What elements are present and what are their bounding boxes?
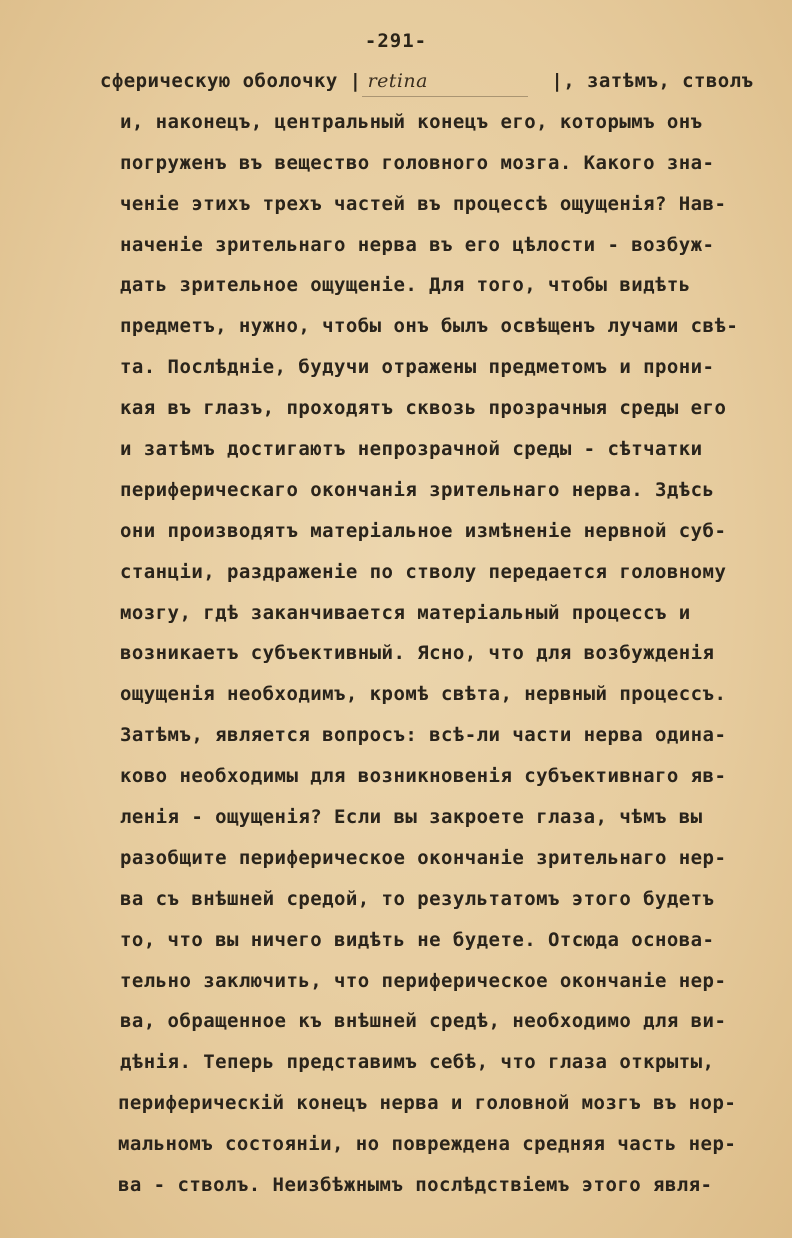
text-line: и затѣмъ достигаютъ непрозрачной среды - сѣтчатки: [120, 438, 703, 461]
text-line: мозгу, гдѣ заканчивается матеріальный процессъ и: [120, 601, 691, 624]
body-text: [100, 66, 780, 1211]
text-line: предметъ, нужно, чтобы онъ былъ освѣщенъ лучами свѣ-: [120, 315, 739, 338]
text-line: ченіе этихъ трехъ частей въ процессѣ ощущенія? Нав-: [120, 192, 727, 215]
text-line: то, что вы ничего видѣть не будете. Отсюда основа-: [120, 928, 715, 951]
text-line: дать зрительное ощущеніе. Для того, чтобы видѣть: [120, 274, 691, 297]
text-line-part: сферическую оболочку |: [100, 70, 362, 92]
text-line: та. Послѣдніе, будучи отражены предметомъ и прони-: [120, 356, 715, 379]
text-line: возникаетъ субъективный. Ясно, что для возбужденія: [120, 642, 715, 665]
text-line: ленія - ощущенія? Если вы закроете глаза, чѣмъ вы: [120, 806, 703, 829]
handwritten-insertion: retina: [362, 66, 528, 97]
text-line: станціи, раздраженіе по стволу передается головному: [120, 560, 727, 583]
text-line: ва съ внѣшней средой, то результатомъ этого будетъ: [120, 887, 715, 910]
text-line: ощущенія необходимъ, кромѣ свѣта, нервный процессъ.: [120, 683, 727, 706]
text-line: разобщите периферическое окончаніе зрительнаго нер-: [120, 846, 727, 869]
text-line: Затѣмъ, является вопросъ: всѣ-ли части нерва одина-: [120, 724, 727, 747]
text-line: ва - стволъ. Неизбѣжнымъ послѣдствіемъ этого явля-: [118, 1174, 713, 1197]
text-line: периферическаго окончанія зрительнаго нерва. Здѣсь: [120, 478, 715, 501]
text-line: наченіе зрительнаго нерва въ его цѣлости - возбуж-: [120, 233, 715, 256]
text-line: [100, 66, 780, 107]
text-line-part: |, затѣмъ, стволъ: [527, 70, 754, 92]
text-line: они производятъ матеріальное измѣненіе нервной суб-: [120, 519, 727, 542]
text-line: ково необходимы для возникновенія субъективнаго яв-: [120, 765, 727, 788]
text-line: ва, обращенное къ внѣшней средѣ, необходимо для ви-: [120, 1010, 727, 1033]
text-line: дѣнія. Теперь представимъ себѣ, что глаза открыты,: [120, 1051, 715, 1074]
text-line: кая въ глазъ, проходятъ сквозь прозрачныя среды его: [120, 397, 727, 420]
page-number: -291-: [364, 30, 428, 52]
text-line: тельно заключить, что периферическое окончаніе нер-: [120, 969, 727, 992]
text-line: погруженъ въ вещество головного мозга. Какого зна-: [120, 151, 715, 174]
text-line: мальномъ состояніи, но повреждена средняя часть нер-: [118, 1133, 737, 1156]
text-line: периферическій конецъ нерва и головной мозгъ въ нор-: [118, 1092, 737, 1115]
text-line: и, наконецъ, центральный конецъ его, которымъ онъ: [120, 110, 703, 133]
